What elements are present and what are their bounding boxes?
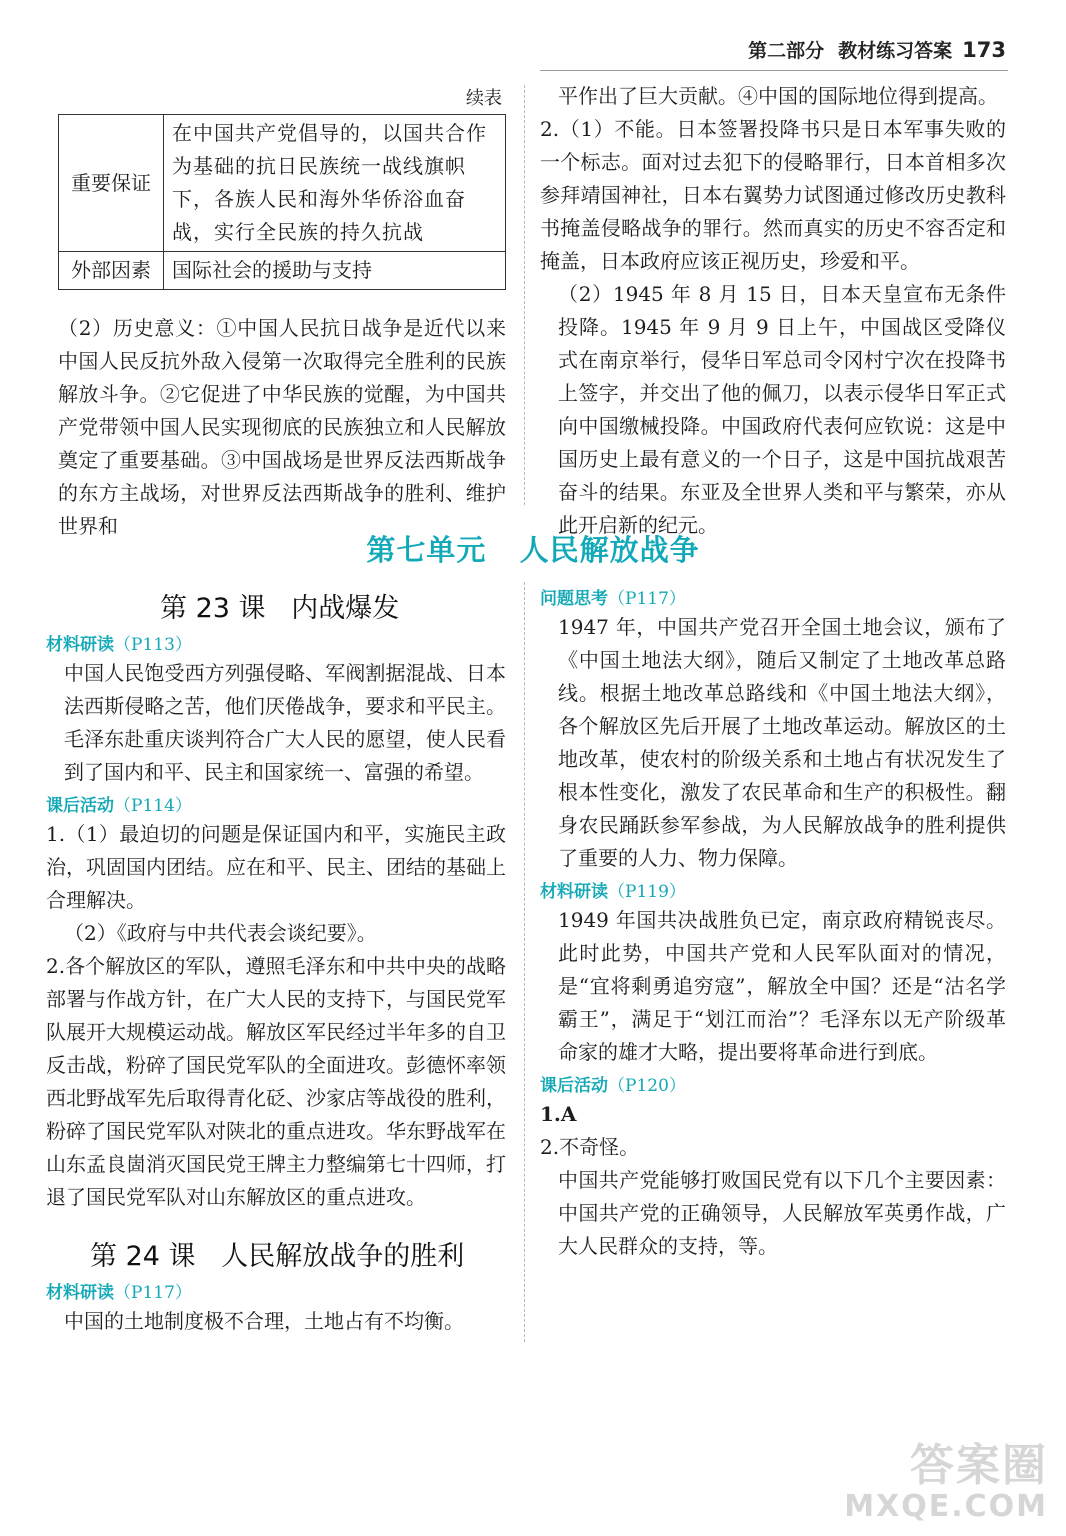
page-header <box>748 36 1006 63</box>
watermark-text: 答案圈 <box>910 1440 1048 1491</box>
lesson-24-right <box>540 584 1006 1263</box>
historical-significance: （2）历史意义：①中国人民抗日战争是近代以来中国人民反抗外敌入侵第一次取得完全胜利的民族解放斗争。②它促进了中华民族的觉醒，为中国共产党带领中国人民实现彻底的民族独立和人民解放奠定了重要基础。③中国战场是世界反法西斯战争的东方主战场，对世界反法西斯战争的胜利、维护世界和 <box>58 316 506 538</box>
lesson-24-title: 第 24 课 人民解放战争的胜利 <box>90 1241 465 1272</box>
table-key: 外部因素 <box>59 252 164 290</box>
answer-2: 2.不奇怪。 <box>540 1135 640 1159</box>
continued-table <box>58 114 506 290</box>
section-tag <box>540 1071 1006 1096</box>
paragraph: 1.（1）最迫切的问题是保证国内和平，实施民主政治，巩固国内团结。应在和平、民主、团结的基础上合理解决。 <box>46 822 506 912</box>
unit-title: 第七单元 人民解放战争 <box>366 533 700 567</box>
paragraph: 中国人民饱受西方列强侵略、军阀割据混战、日本法西斯侵略之苦，他们厌倦战争，要求和平民主。毛泽东赴重庆谈判符合广大人民的愿望，使人民看到了国内和平、民主和国家统一、富强的希望。 <box>64 661 506 784</box>
table-row <box>59 252 506 290</box>
tag-ref: （P113） <box>114 635 192 655</box>
continued-label: 续表 <box>466 88 502 109</box>
section-label: 第二部分 <box>748 40 825 62</box>
tag-label: 材料研读 <box>46 635 114 655</box>
paragraph: （2）1945 年 8 月 15 日，日本天皇宣布无条件投降。1945 年 9 月 9 日上午，中国战区受降仪式在南京举行，侵华日军总司令冈村宁次在投降书上签字，并交出了他的佩刀，以表示侵华日军正式向中国缴械投降。中国政府代表何应钦说：这是中国历史上最有意义的一个日子，这是中国抗战艰苦奋斗的结果。东亚及全世界人类和平与繁荣，亦从此开启新的纪元。 <box>558 282 1006 537</box>
paragraph: 1949 年国共决战胜负已定，南京政府精锐丧尽。此时此势，中国共产党和人民军队面对的情况，是“宜将剩勇追穷寇”，解放全中国？还是“沽名学霸王”，满足于“划江而治”？毛泽东以无产阶级革命家的雄才大略，提出要将革命进行到底。 <box>558 908 1006 1064</box>
right-top-block <box>540 80 1006 542</box>
header-title: 教材练习答案 <box>838 40 953 62</box>
answer-1: 1.A <box>540 1102 577 1126</box>
paragraph: 2.各个解放区的军队，遵照毛泽东和中共中央的战略部署与作战方针，在广大人民的支持下，与国民党军队展开大规模运动战。解放区军民经过半年多的自卫反击战，粉碎了国民党军队的全面进攻。彭德怀率领西北野战军先后取得青化砭、沙家店等战役的胜利，粉碎了国民党军队对陕北的重点进攻。华东野战军在山东孟良崮消灭国民党王牌主力整编第七十四师，打退了国民党军队对山东解放区的重点进攻。 <box>46 954 506 1209</box>
page-number: 173 <box>962 38 1006 62</box>
paragraph: 平作出了巨大贡献。④中国的国际地位得到提高。 <box>558 84 998 108</box>
column-divider <box>524 85 525 505</box>
section-tag <box>46 630 506 655</box>
tag-label: 问题思考 <box>540 589 608 609</box>
header-rule <box>540 70 1008 71</box>
table-row <box>59 115 506 252</box>
section-tag <box>540 584 1006 609</box>
lesson-24-start <box>46 1278 506 1338</box>
tag-label: 课后活动 <box>540 1076 608 1096</box>
tag-ref: （P117） <box>608 589 686 609</box>
paragraph: 1947 年，中国共产党召开全国土地会议，颁布了《中国土地法大纲》，随后又制定了土地改革总路线。根据土地改革总路线和《中国土地法大纲》，各个解放区先后开展了土地改革运动。解放区的土地改革，使农村的阶级关系和土地占有状况发生了根本性变化，激发了农民革命和生产的积极性。翻身农民踊跃参军参战，为人民解放战争的胜利提供了重要的人力、物力保障。 <box>558 615 1006 870</box>
watermark-logo <box>798 1442 1048 1530</box>
paragraph: 中国的土地制度极不合理，土地占有不均衡。 <box>64 1309 464 1333</box>
table-value: 在中国共产党倡导的，以国共合作为基础的抗日民族统一战线旗帜下，各族人民和海外华侨浴血奋战，实行全民族的持久抗战 <box>164 115 506 252</box>
paragraph: （2）《政府与中共代表会谈纪要》。 <box>64 921 377 945</box>
table-key: 重要保证 <box>59 115 164 252</box>
paragraph: 中国共产党能够打败国民党有以下几个主要因素：中国共产党的正确领导，人民解放军英勇作战，广大人民群众的支持，等。 <box>558 1168 1006 1258</box>
section-tag <box>46 791 506 816</box>
section-tag <box>46 1278 506 1303</box>
tag-ref: （P114） <box>114 796 192 816</box>
tag-label: 材料研读 <box>540 882 608 902</box>
lesson-23-title: 第 23 课 内战爆发 <box>160 593 400 624</box>
tag-ref: （P119） <box>608 882 686 902</box>
watermark-url: MXQE.COM <box>844 1489 1048 1524</box>
tag-label: 材料研读 <box>46 1283 114 1303</box>
tag-label: 课后活动 <box>46 796 114 816</box>
table-value: 国际社会的援助与支持 <box>164 252 506 290</box>
column-divider <box>524 582 525 1342</box>
tag-ref: （P120） <box>608 1076 686 1096</box>
lesson-23-body <box>46 630 506 1214</box>
section-tag <box>540 877 1006 902</box>
tag-ref: （P117） <box>114 1283 192 1303</box>
paragraph: 2.（1）不能。日本签署投降书只是日本军事失败的一个标志。面对过去犯下的侵略罪行，日本首相多次参拜靖国神社，日本右翼势力试图通过修改历史教科书掩盖侵略战争的罪行。然而真实的历史不容否定和掩盖，日本政府应该正视历史，珍爱和平。 <box>540 117 1006 273</box>
